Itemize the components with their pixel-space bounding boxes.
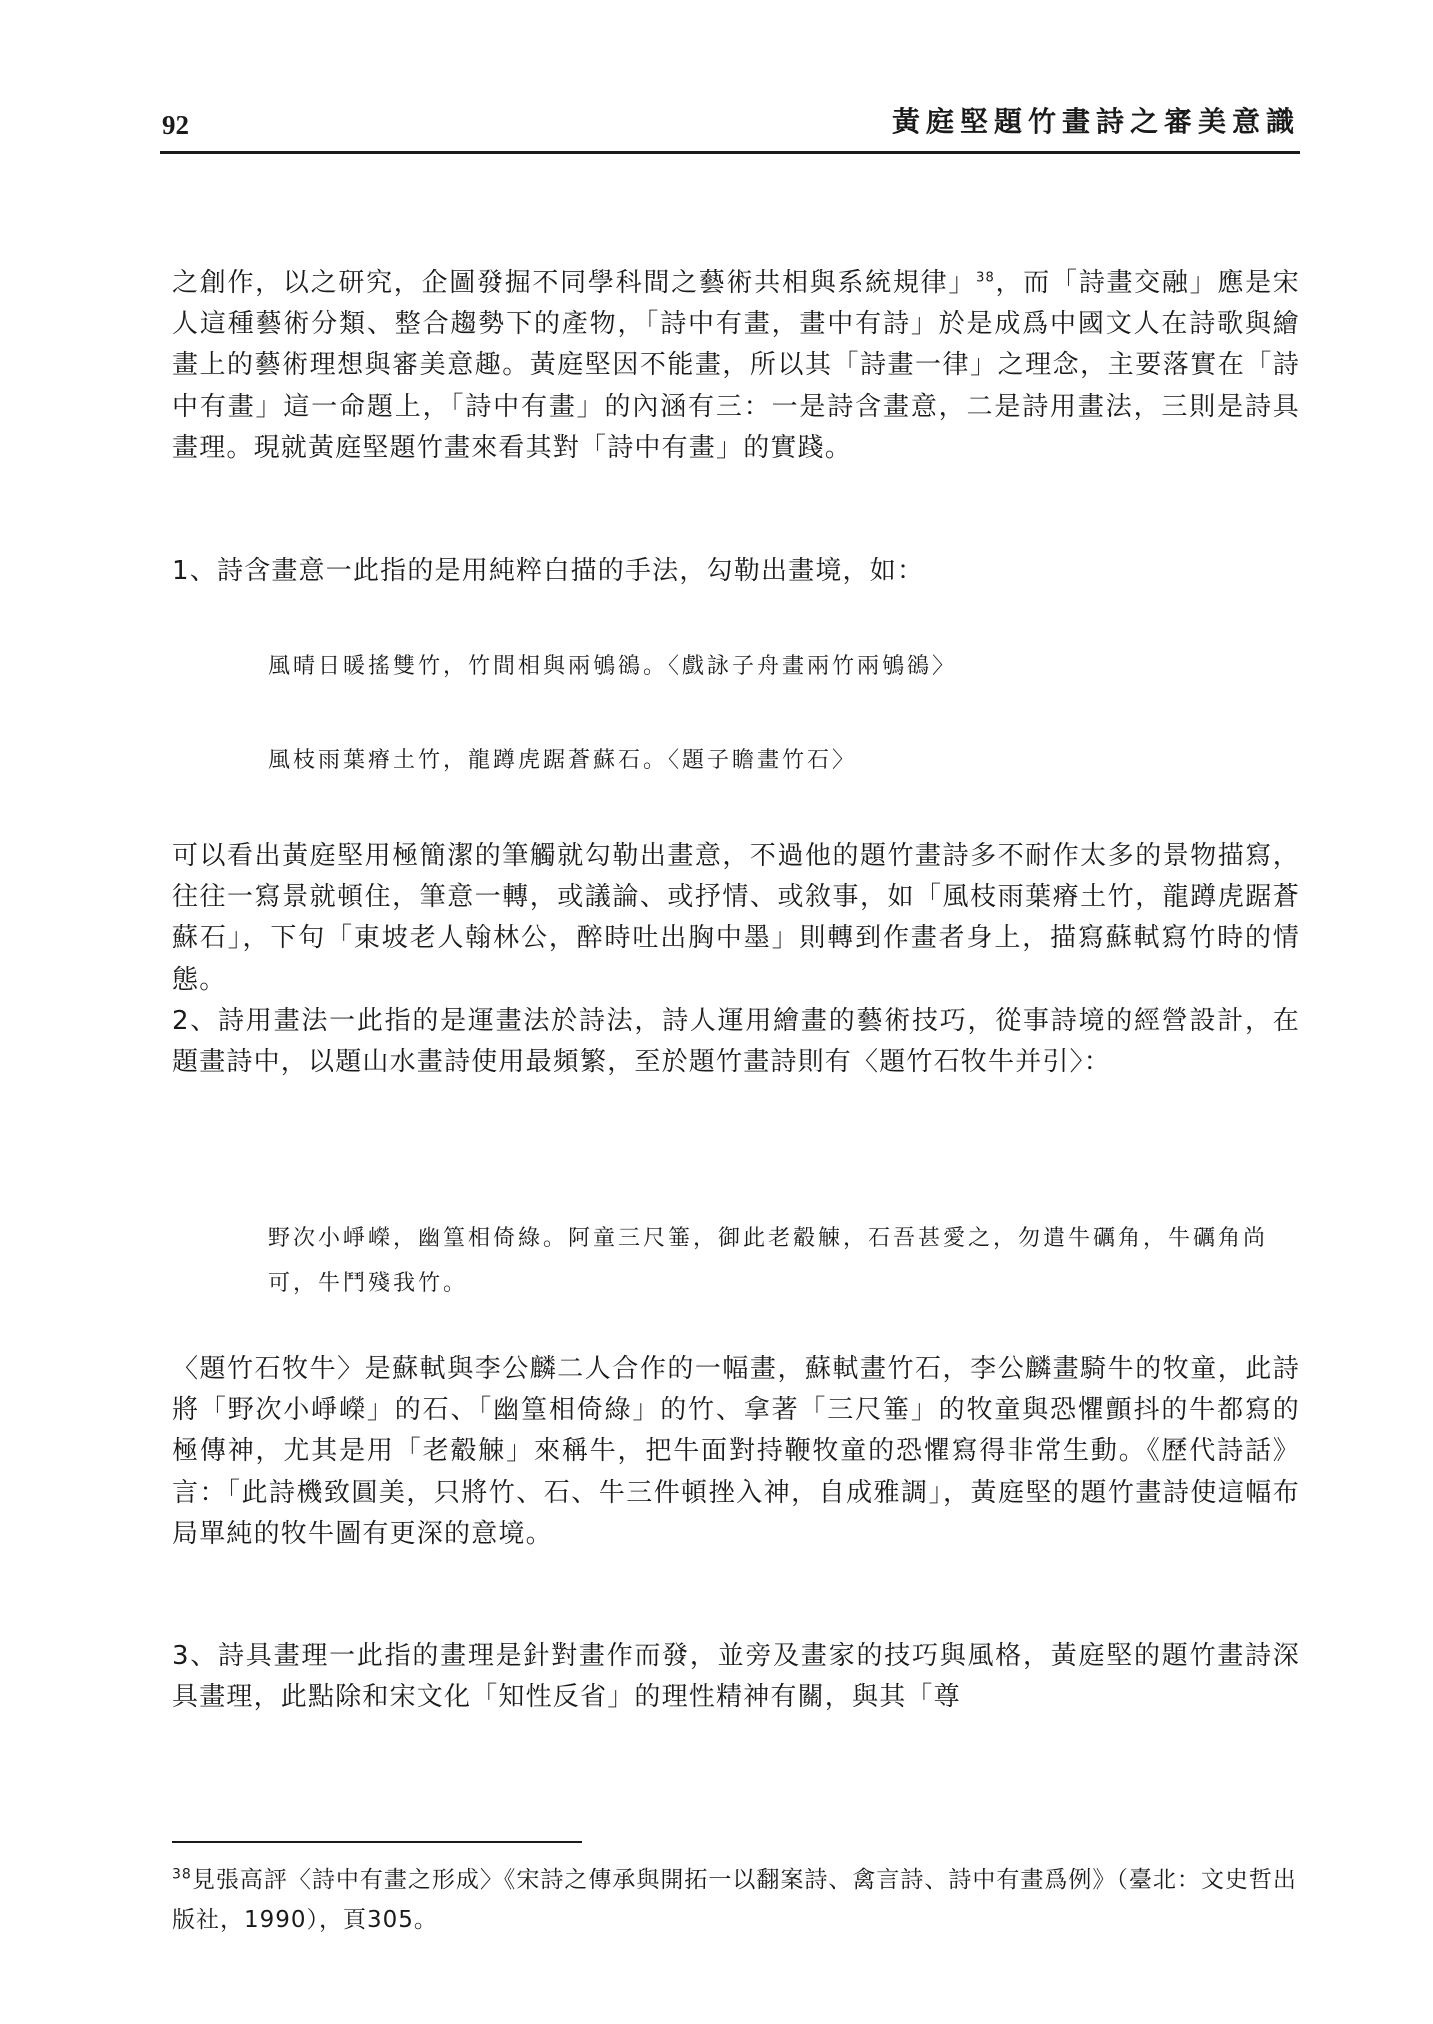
paragraph-2 (172, 551, 1300, 592)
paragraph-6 (172, 1636, 1300, 1718)
paragraph-2-text: 1、詩含畫意一此指的是用純粹白描的手法，勾勒出畫境，如： (172, 556, 925, 586)
footnote-text: 見張高評〈詩中有畫之形成〉《宋詩之傳承與開拓一以翻案詩、禽言詩、詩中有畫爲例》（臺北：文史哲出版社，1990），頁305。 (172, 1867, 1297, 1933)
paragraph-1-text-b: ，而「詩畫交融」應是宋人這種藝術分類、整合趨勢下的產物，「詩中有畫，畫中有詩」於是成爲中國文人在詩歌與繪畫上的藝術理想與審美意趣。黃庭堅因不能畫，所以其「詩畫一律」之理念，主要落實在「詩中有畫」這一命題上，「詩中有畫」的內涵有三：一是詩含畫意，二是詩用畫法，三則是詩具畫理。現就黃庭堅題竹畫來看其對「詩中有畫」的實踐。 (172, 268, 1300, 463)
page-number: 92 (162, 110, 189, 140)
paragraph-1 (172, 263, 1300, 469)
quote-3-text: 野次小崢嶸，幽篁相倚綠。阿童三尺箠，御此老觳觫，石吾甚愛之，勿遣牛礪角，牛礪角尚可，牛鬥殘我竹。 (268, 1226, 1269, 1296)
header-rule (160, 151, 1300, 154)
footnote-mark: 38 (172, 1866, 192, 1883)
paragraph-4-text: 2、詩用畫法一此指的是運畫法於詩法，詩人運用繪畫的藝術技巧，從事詩境的經營設計，在題畫詩中，以題山水畫詩使用最頻繁，至於題竹畫詩則有〈題竹石牧牛并引〉： (172, 1006, 1300, 1078)
paragraph-1-text-a: 之創作，以之研究，企圖發掘不同學科間之藝術共相與系統規律」 (172, 268, 977, 298)
quote-2 (268, 738, 1300, 783)
note-reference: 38 (976, 270, 996, 286)
paragraph-4 (172, 1001, 1300, 1083)
running-title: 黃庭堅題竹畫詩之審美意識 (891, 105, 1300, 138)
paragraph-5 (172, 1349, 1300, 1555)
paragraph-3-text: 可以看出黃庭堅用極簡潔的筆觸就勾勒出畫意，不過他的題竹畫詩多不耐作太多的景物描寫，往往一寫景就頓住，筆意一轉，或議論、或抒情、或敘事，如「風枝雨葉瘠土竹，龍蹲虎踞蒼蘇石」，下句「東坡老人翰林公，醉時吐出胸中墨」則轉到作畫者身上，描寫蘇軾寫竹時的情態。 (172, 841, 1300, 995)
quote-2-text: 風枝雨葉瘠土竹，龍蹲虎踞蒼蘇石。〈題子瞻畫竹石〉 (268, 748, 858, 773)
page-header (160, 96, 1300, 142)
quote-1-text: 風晴日暖搖雙竹，竹間相與兩鴝鵒。〈戲詠子舟畫兩竹兩鴝鵒〉 (268, 654, 958, 679)
quote-3 (268, 1216, 1300, 1306)
paragraph-3 (172, 836, 1300, 1001)
paragraph-5-text: 〈題竹石牧牛〉是蘇軾與李公麟二人合作的一幅畫，蘇軾畫竹石，李公麟畫騎牛的牧童，此詩將「野次小崢嶸」的石、「幽篁相倚綠」的竹、拿著「三尺箠」的牧童與恐懼顫抖的牛都寫的極傳神，尤其是用「老觳觫」來稱牛，把牛面對持鞭牧童的恐懼寫得非常生動。《歷代詩話》言：「此詩機致圓美，只將竹、石、牛三件頓挫入神，自成雅調」，黃庭堅的題竹畫詩使這幅布局單純的牧牛圖有更深的意境。 (172, 1354, 1300, 1549)
footnote (172, 1860, 1300, 1940)
paragraph-6-text: 3、詩具畫理一此指的畫理是針對畫作而發，並旁及畫家的技巧與風格，黃庭堅的題竹畫詩深具畫理，此點除和宋文化「知性反省」的理性精神有關，與其「尊 (172, 1641, 1300, 1713)
footnote-rule (172, 1841, 582, 1843)
quote-1 (268, 644, 1300, 689)
